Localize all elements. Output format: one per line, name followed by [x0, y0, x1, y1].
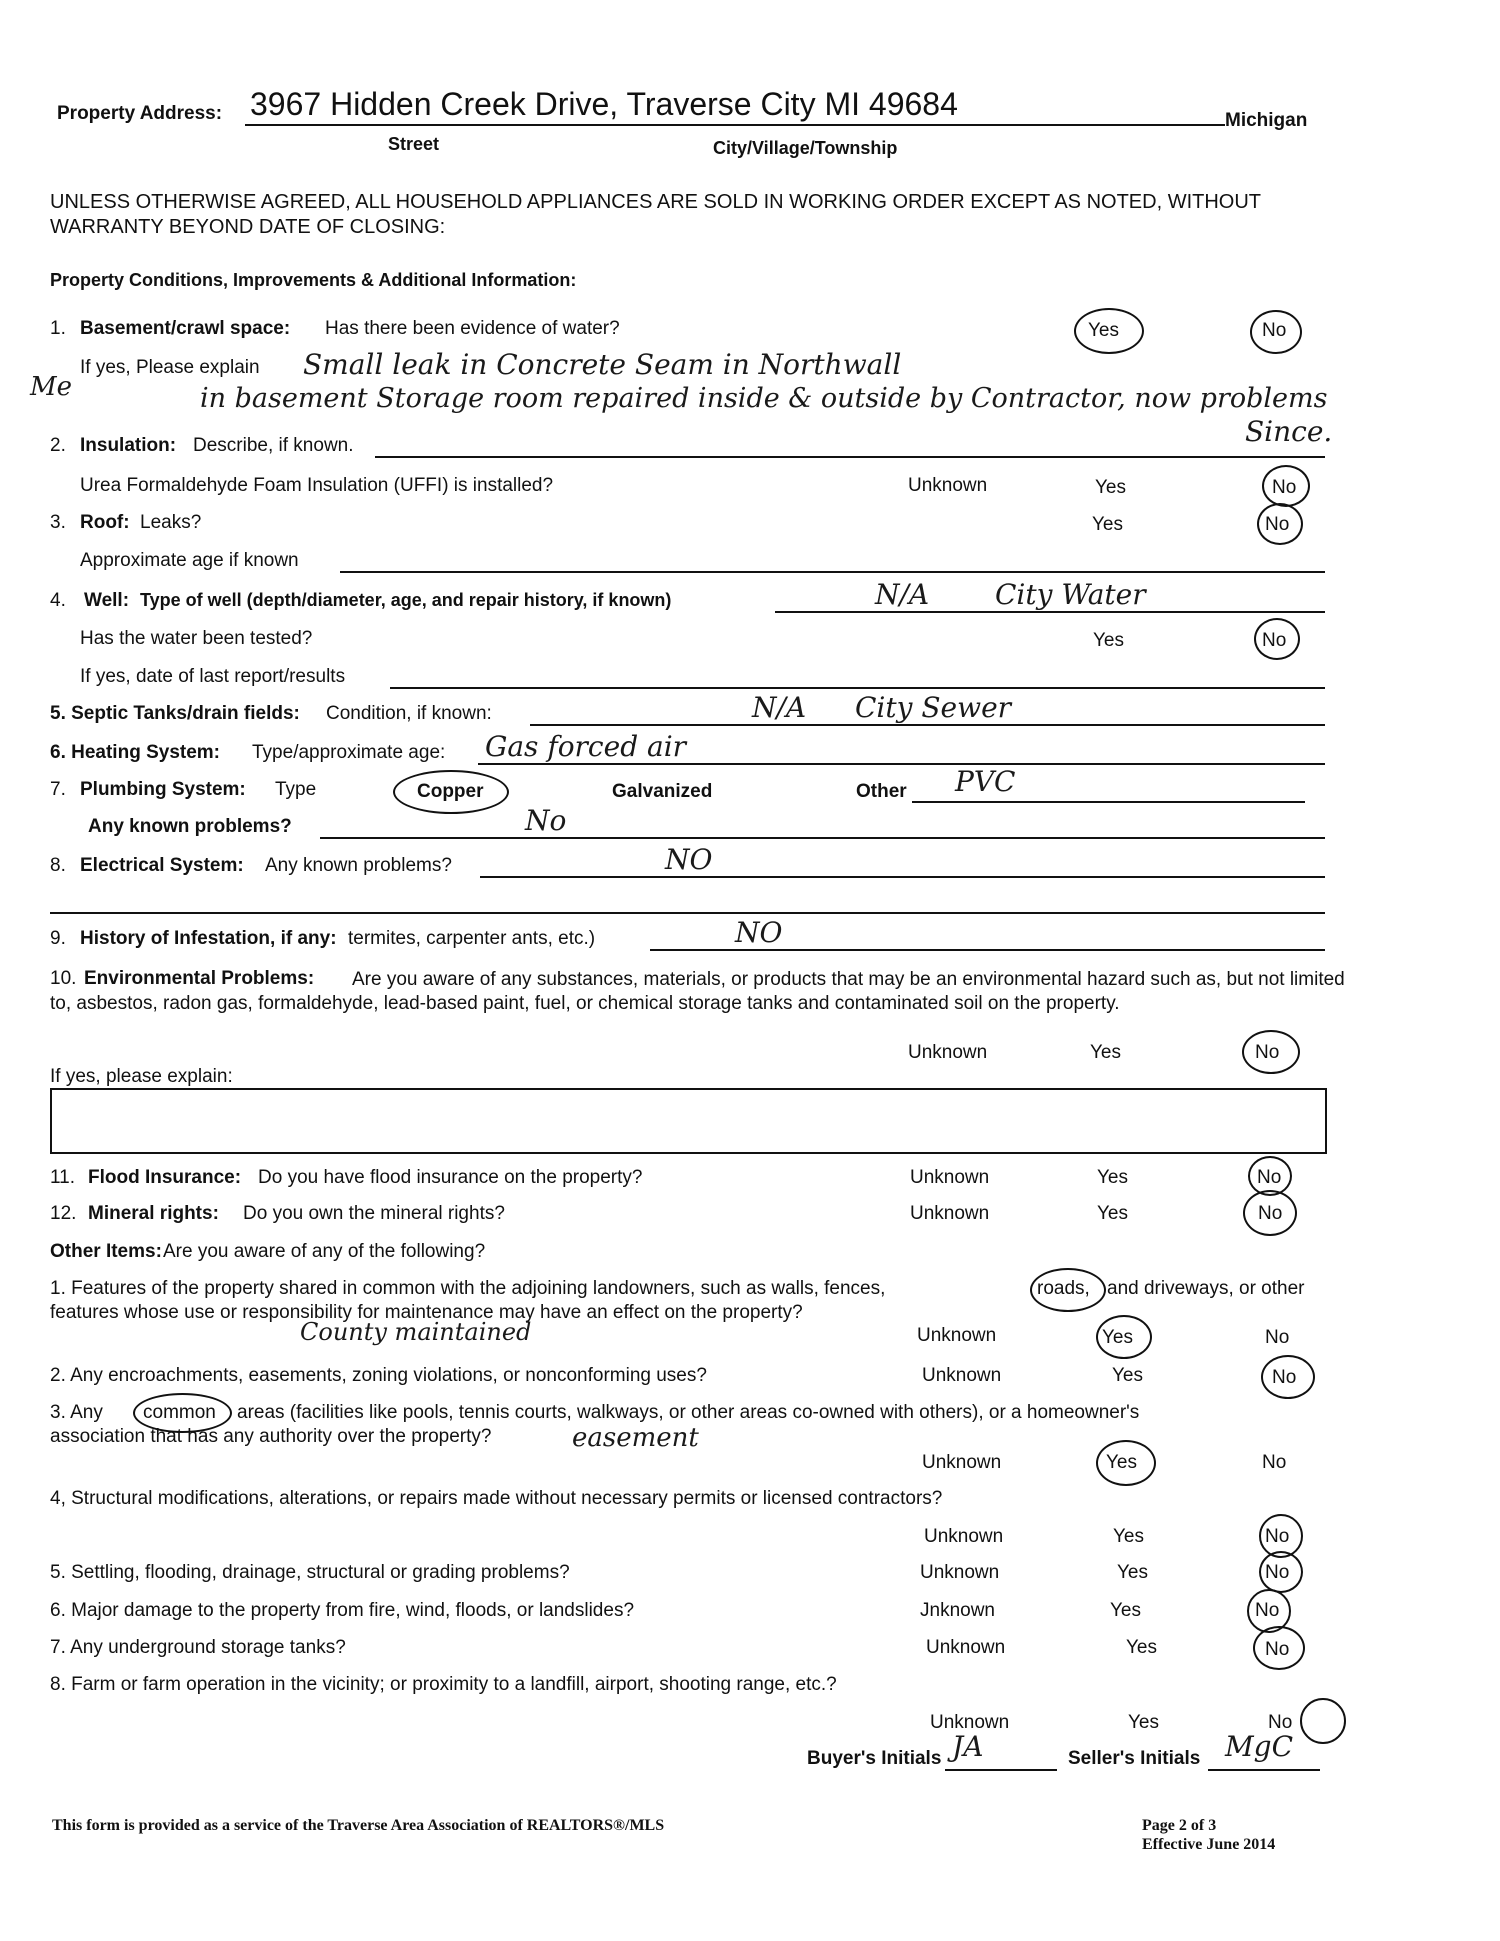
ufi-question: Urea Formaldehyde Foam Insulation (UFFI) is installed? [80, 475, 554, 496]
other8-text: 8. Farm or farm operation in the vicinity; or proximity to a landfill, airport, shooting range, etc.? [50, 1674, 837, 1695]
o8-yes: Yes [1128, 1712, 1159, 1733]
o5-yes: Yes [1117, 1562, 1148, 1583]
item5-handwritten-na: N/A [752, 691, 807, 724]
buyer-initials-value: JA [952, 1730, 984, 1763]
footer-page: Page 2 of 3 [1142, 1817, 1217, 1834]
item4-handwritten-na: N/A [875, 578, 930, 611]
roads-circle [1030, 1268, 1106, 1312]
o2-yes: Yes [1112, 1365, 1143, 1386]
yes-circle [1096, 1440, 1156, 1486]
env-unknown: Unknown [908, 1042, 988, 1063]
address-label: Property Address: [57, 103, 223, 124]
item8-handwritten: NO [665, 843, 713, 876]
seller-initials-line[interactable] [1208, 1769, 1320, 1771]
tested-no: No [1262, 630, 1287, 651]
item6-label: 6. Heating System: [50, 742, 220, 763]
city-caption: City/Village/Township [713, 138, 898, 158]
appliance-disclaimer: UNLESS OTHERWISE AGREED, ALL HOUSEHOLD APPLIANCES ARE SOLD IN WORKING ORDER EXCEPT AS NOTED, WITHOUT WARRANTY BEYOND DATE OF CLOSING: [50, 191, 1261, 238]
other3-text-b: areas (facilities like pools, tennis courts, walkways, or other areas co-owned with others), or a homeowner's [237, 1402, 1140, 1423]
galvanized-option: Galvanized [612, 781, 713, 802]
item10-text: Are you aware of any substances, materials, or products that may be an environmental hazard such as, but not limited to, asbestos, radon gas, formaldehyde, lead-based paint, fuel, or chemical storage tanks and contaminated soil on the property. [50, 969, 1345, 1014]
o6-yes: Yes [1110, 1600, 1141, 1621]
ufi-yes: Yes [1095, 477, 1126, 498]
item1-handwritten-line2: in basement Storage room repaired inside & outside by Contractor, now problems [200, 383, 1328, 414]
item7-handwritten-no: No [525, 804, 567, 837]
no-circle [1243, 1190, 1297, 1236]
o1-unknown: Unknown [917, 1325, 997, 1346]
item6-question: Type/approximate age: [252, 742, 446, 763]
item4-handwritten-city: City Water [995, 578, 1146, 611]
item5-handwritten-sewer: City Sewer [855, 691, 1012, 724]
item12-number: 12. [50, 1203, 77, 1224]
item9-handwritten: NO [735, 916, 783, 949]
o1-yes: Yes [1102, 1327, 1133, 1348]
o4-unknown: Unknown [924, 1526, 1004, 1547]
o3-yes: Yes [1106, 1452, 1137, 1473]
item4-label: Well: [84, 590, 130, 611]
no-circle [1254, 618, 1300, 660]
address-line [245, 124, 1225, 126]
other3-text-a: 3. Any [50, 1402, 103, 1423]
water-tested-question: Has the water been tested? [80, 628, 313, 649]
item10-number: 10. [50, 968, 77, 989]
copper-circle [393, 770, 509, 814]
yes-circle [1096, 1315, 1152, 1359]
env-explain-label: If yes, please explain: [50, 1066, 233, 1087]
seller-initials-value: MgC [1225, 1730, 1294, 1763]
no-circle [1253, 1626, 1305, 1670]
ufi-no: No [1272, 477, 1297, 498]
env-yes: Yes [1090, 1042, 1121, 1063]
street-caption: Street [388, 134, 440, 154]
item11-label: Flood Insurance: [88, 1167, 242, 1188]
other1-text-c: features whose use or responsibility for maintenance may have an effect on the property? [50, 1302, 803, 1323]
roof-yes: Yes [1092, 514, 1123, 535]
buyer-initials-line[interactable] [945, 1769, 1057, 1771]
o8-unknown: Unknown [930, 1712, 1010, 1733]
footer-service: This form is provided as a service of the Traverse Area Association of REALTORS®/MLS [52, 1817, 665, 1834]
item2-question: Describe, if known. [193, 435, 354, 456]
o2-unknown: Unknown [922, 1365, 1002, 1386]
no-circle [1250, 310, 1302, 354]
o5-no: No [1265, 1562, 1290, 1583]
copper-option: Copper [417, 781, 484, 802]
item1-no: No [1262, 320, 1287, 341]
plumbing-problems-label: Any known problems? [88, 816, 292, 837]
item11-number: 11. [50, 1167, 76, 1188]
item7-handwritten-pvc: PVC [955, 765, 1016, 798]
item5-question: Condition, if known: [326, 703, 492, 724]
item9-label: History of Infestation, if any: [80, 928, 337, 949]
env-explain-box[interactable] [50, 1088, 1327, 1154]
item10-label: Environmental Problems: [84, 968, 315, 989]
other7-text: 7. Any underground storage tanks? [50, 1637, 346, 1658]
item7-type: Type [275, 779, 317, 800]
item1-handwritten-line1: Small leak in Concrete Seam in Northwall [303, 348, 902, 381]
other3-handwritten: easement [572, 1423, 699, 1453]
no-circle [1261, 1355, 1315, 1399]
other-option: Other [856, 781, 907, 802]
item7-label: Plumbing System: [80, 779, 246, 800]
item12-question: Do you own the mineral rights? [243, 1203, 505, 1224]
o7-yes: Yes [1126, 1637, 1157, 1658]
initial-circle [1300, 1698, 1346, 1744]
other-items-question: Are you aware of any of the following? [163, 1241, 486, 1262]
item8-number: 8. [50, 855, 66, 876]
env-no: No [1255, 1042, 1280, 1063]
item3-question: Leaks? [140, 512, 202, 533]
no-circle [1242, 1030, 1300, 1074]
other1-text-b: and driveways, or other [1107, 1278, 1305, 1299]
water-report-label: If yes, date of last report/results [80, 666, 346, 687]
no-circle [1262, 465, 1310, 507]
roads-word: roads, [1037, 1278, 1090, 1299]
o6-unknown: Jnknown [920, 1600, 995, 1621]
item1-question: Has there been evidence of water? [325, 318, 620, 339]
common-word: common [143, 1402, 216, 1423]
other1-text-a: 1. Features of the property shared in common with the adjoining landowners, such as walls, fences, [50, 1278, 886, 1299]
other-items-title: Other Items: [50, 1241, 162, 1262]
item6-handwritten: Gas forced air [485, 730, 687, 763]
item1-handwritten-line3: Since. [1245, 415, 1333, 448]
other5-text: 5. Settling, flooding, drainage, structural or grading problems? [50, 1562, 570, 1583]
mineral-yes: Yes [1097, 1203, 1128, 1224]
o3-unknown: Unknown [922, 1452, 1002, 1473]
o6-no: No [1255, 1600, 1280, 1621]
flood-unknown: Unknown [910, 1167, 990, 1188]
o5-unknown: Unknown [920, 1562, 1000, 1583]
item12-label: Mineral rights: [88, 1203, 219, 1224]
o4-yes: Yes [1113, 1526, 1144, 1547]
item2-number: 2. [50, 435, 66, 456]
o4-no: No [1265, 1526, 1290, 1547]
item11-question: Do you have flood insurance on the property? [258, 1167, 643, 1188]
footer-effective: Effective June 2014 [1142, 1836, 1276, 1853]
flood-no: No [1257, 1167, 1282, 1188]
seller-initials-label: Seller's Initials [1068, 1748, 1201, 1769]
roof-age-label: Approximate age if known [80, 550, 299, 571]
o7-no: No [1265, 1639, 1290, 1660]
address-value: 3967 Hidden Creek Drive, Traverse City MI 49684 [250, 86, 958, 122]
mineral-unknown: Unknown [910, 1203, 990, 1224]
item1-explain-label: If yes, Please explain [80, 357, 260, 378]
item1-number: 1. [50, 318, 66, 339]
no-circle [1257, 503, 1303, 545]
item7-number: 7. [50, 779, 66, 800]
o8-no: No [1268, 1712, 1293, 1733]
item8-question: Any known problems? [265, 855, 452, 876]
other4-text: 4, Structural modifications, alterations, or repairs made without necessary permits or licensed contractors? [50, 1488, 943, 1509]
item2-label: Insulation: [80, 435, 177, 456]
flood-yes: Yes [1097, 1167, 1128, 1188]
roof-no: No [1265, 514, 1290, 535]
section-title: Property Conditions, Improvements & Additional Information: [50, 270, 577, 290]
state-label: Michigan [1225, 110, 1308, 131]
yes-circle [1074, 308, 1144, 354]
item5-label: 5. Septic Tanks/drain fields: [50, 703, 300, 724]
o1-no: No [1265, 1327, 1290, 1348]
item8-label: Electrical System: [80, 855, 244, 876]
margin-initials: Me [30, 372, 73, 402]
mineral-no: No [1258, 1203, 1283, 1224]
item1-label: Basement/crawl space: [80, 318, 291, 339]
item1-yes: Yes [1088, 320, 1119, 341]
other6-text: 6. Major damage to the property from fire, wind, floods, or landslides? [50, 1600, 635, 1621]
item9-question: termites, carpenter ants, etc.) [348, 928, 596, 949]
item4-number: 4. [50, 590, 66, 611]
tested-yes: Yes [1093, 630, 1124, 651]
o2-no: No [1272, 1367, 1297, 1388]
item4-question: Type of well (depth/diameter, age, and repair history, if known) [140, 590, 672, 610]
o3-no: No [1262, 1452, 1287, 1473]
other3-text-c: association that has any authority over the property? [50, 1426, 492, 1447]
ufi-unknown: Unknown [908, 475, 988, 496]
no-circle [1259, 1551, 1303, 1593]
other2-text: 2. Any encroachments, easements, zoning violations, or nonconforming uses? [50, 1365, 707, 1386]
other1-handwritten: County maintained [300, 1318, 532, 1346]
o7-unknown: Unknown [926, 1637, 1006, 1658]
item3-label: Roof: [80, 512, 130, 533]
item9-number: 9. [50, 928, 66, 949]
buyer-initials-label: Buyer's Initials [807, 1748, 942, 1769]
item3-number: 3. [50, 512, 66, 533]
